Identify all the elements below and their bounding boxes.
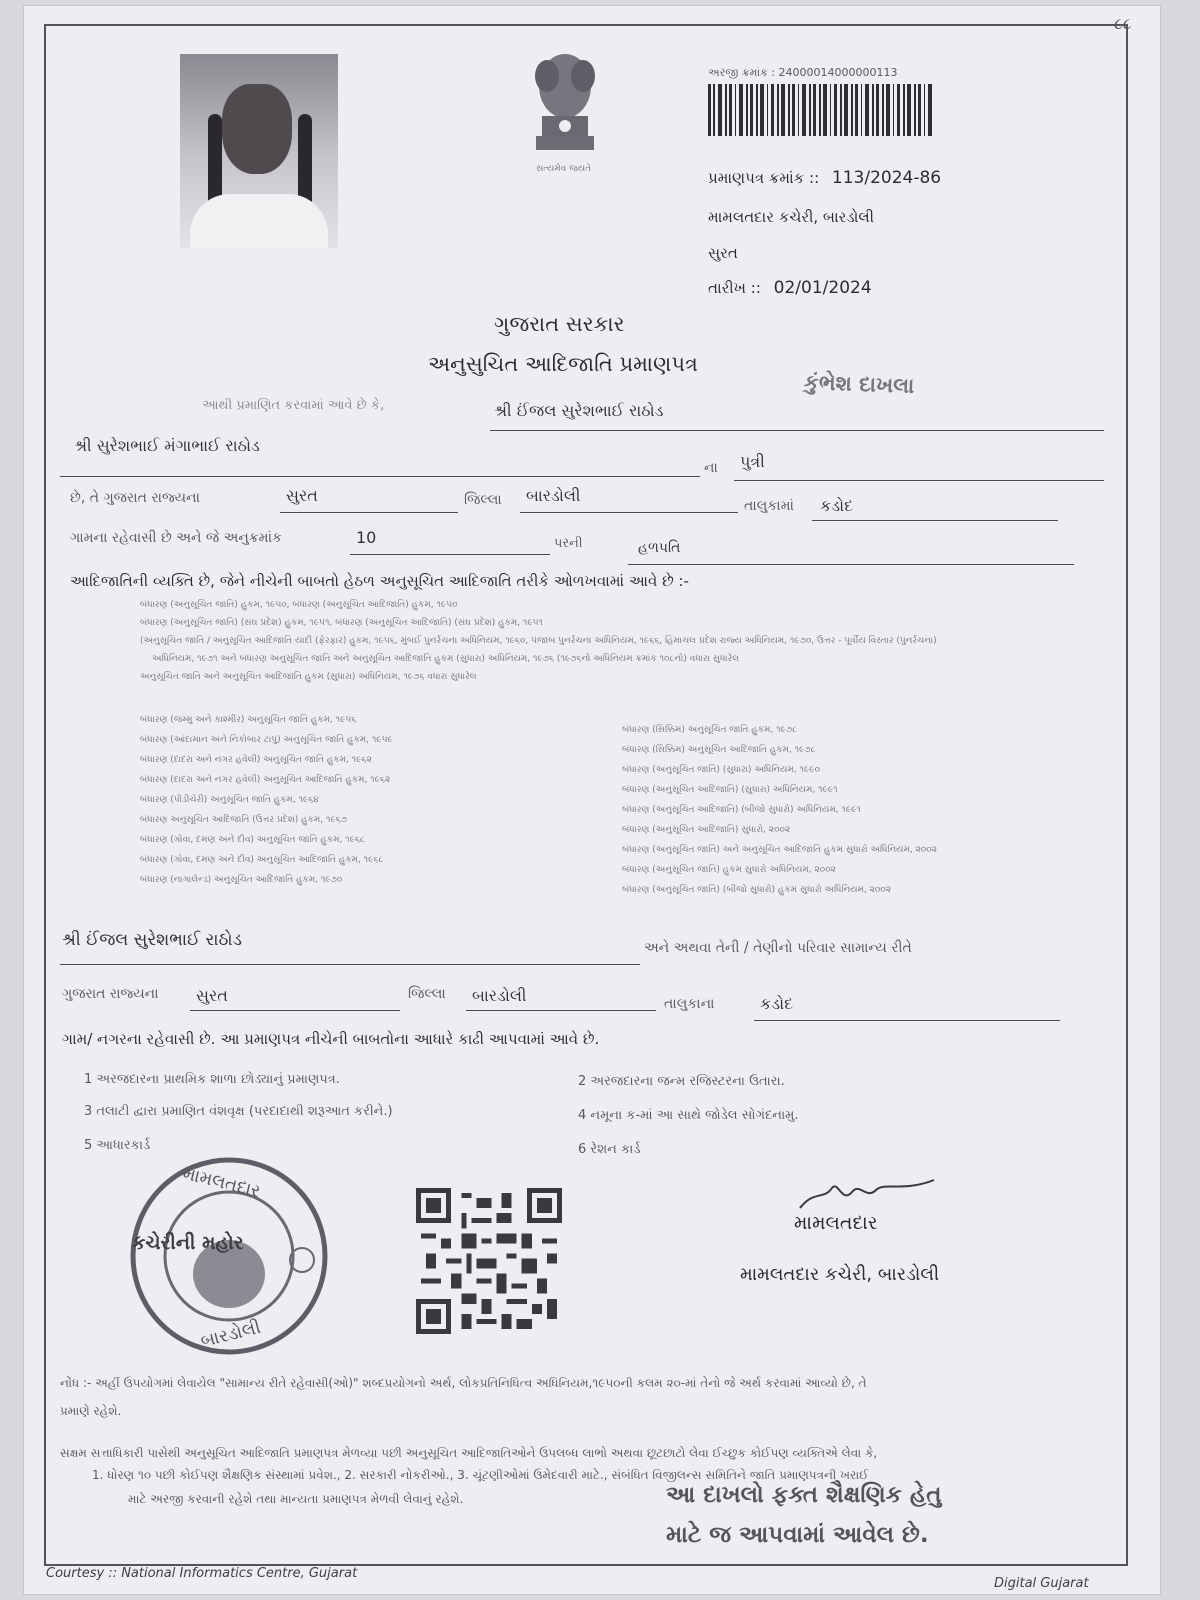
scheme-line: બંધારણ (અનુસૂચિત આદિજાતિ) (સુધારા) અધિનિયમ, ૧૯૯૧ [622, 785, 838, 795]
residence-district-label: જિલ્લા [408, 986, 446, 1002]
government-title: ગુજરાત સરકાર [494, 312, 625, 336]
residence-state-text: ગુજરાત રાજ્યના [62, 986, 159, 1002]
footer-courtesy: Courtesy :: National Informatics Centre, Gujarat [46, 1566, 358, 1581]
scheme-line: બંધારણ (સિક્કિમ) અનુસૂચિત આદિજાતિ હુકમ, ૧૯૭૮ [622, 745, 816, 755]
schemes-left [140, 710, 393, 890]
document-item: 5 આધારકાર્ડ [84, 1138, 151, 1153]
certificate-number-label: પ્રમાણપત્ર ક્રમાંક :: [708, 169, 820, 187]
scheme-line: બંધારણ (અનુસૂચિત જાતિ) અને અનુસૂચિત આદિજાતિ હુકમ સુધારો અધિનિયમ, ૨૦૦૨ [622, 845, 938, 855]
resident-name: શ્રી ઈંજલ સુરેશભાઈ રાઠોડ [62, 930, 242, 950]
scheme-line: બંધારણ (ગોવા, દમણ અને દીવ) અનુસૂચિત આદિજાતિ હુકમ, ૧૯૬૮ [140, 855, 384, 865]
scheme-line: બંધારણ (અનુસૂચિત આદિજાતિ) સુધારો, ૨૦૦૨ [622, 825, 791, 835]
scheme-line: બંધારણ (અનુસૂચિત જાતિ) હુકમ, ૧૯૫૦, બંધારણ (અનુસૂચિત આદિજાતિ) હુકમ, ૧૯૫૦ [140, 600, 458, 610]
seal-bottom-text: બારડોલી [198, 1316, 263, 1353]
village-value: કડોદ [820, 496, 854, 515]
seal-middle-text: કચેરીની મહોર [132, 1232, 244, 1254]
footer-brand: Digital Gujarat [994, 1576, 1089, 1591]
note-line: પ્રમાણે રહેશે. [60, 1404, 122, 1418]
scheme-line: બંધારણ (પોંડીચેરી) અનુસૂચિત જાતિ હુકમ, ૧૯૬૪ [140, 795, 319, 805]
per-label: પરની [554, 536, 583, 551]
na-text: ના [704, 460, 718, 476]
note-line: નોંધ :- અહીં ઉપયોગમાં લેવાયેલ "સામાન્ય રીતે રહેવાસી(ઓ)" શબ્દપ્રયોગનો અર્થ, લોકપ્રતિનિધિત્વ અધિનિયમ,૧૯૫૦ની કલમ ૨૦-માં તેનો જે અર્થ કરવામાં આવ્યો છે, તે [60, 1376, 867, 1390]
signatory-office: મામલતદાર કચેરી, બારડોલી [740, 1264, 940, 1285]
scheme-line: અનુસૂચિત જાતિ અને અનુસૂચિત આદિજાતિ હુકમ (સુધારા) અધિનિયમ, ૧૯૭૬ વધારા સુધારેલ [140, 672, 477, 682]
applicant-name: શ્રી ઈંજલ સુરેશભાઈ રાઠોડ [494, 401, 664, 420]
qr-code [416, 1186, 562, 1336]
recognized-text: આદિજાતિની વ્યક્તિ છે, જેને નીચેની બાબતો હેઠળ અનુસૂચિત આદિજાતિ તરીકે ઓળખવામાં આવે છે :- [70, 572, 689, 590]
scheme-line: બંધારણ (દાદરા અને નગર હવેલી) અનુસૂચિત આદિજાતિ હુકમ, ૧૯૬૨ [140, 775, 391, 785]
scheme-line: બંધારણ (અનુસૂચિત આદિજાતિ) (બીજો સુધારો) અધિનિયમ, ૧૯૯૧ [622, 805, 861, 815]
scheme-line: બંધારણ (ગોવા, દમણ અને દીવ) અનુસૂચિત જાતિ હુકમ, ૧૯૬૮ [140, 835, 365, 845]
emblem-motto: સત્યમેવ જયતે [536, 164, 592, 174]
scheme-line: બંધારણ (અનુસૂચિત જાતિ) (સંઘ પ્રદેશ) હુકમ, ૧૯૫૧, બંધારણ (અનુસૂચિત આદિજાતિ) (સંઘ પ્રદેશ) હુકમ, ૧૯૫૧ [140, 618, 543, 628]
document-item: 3 તલાટી દ્વારા પ્રમાણિત વંશવૃક્ષ (પરદાદાથી શરૂઆત કરીને.) [84, 1104, 393, 1119]
issuing-district: સુરત [708, 244, 738, 262]
scheme-line: બંધારણ (નાગાલેન્ડ) અનુસૂચિત આદિજાતિ હુકમ, ૧૯૭૦ [140, 875, 343, 885]
scheme-line: (અનુસૂચિત જાતિ / અનુસૂચિત આદિજાતિ યાદી (ફેરફાર) હુકમ, ૧૯૫૬, મુંબઈ પુનર્રચના અધિનિયમ, ૧૯૬૦, પંજાબ પુનર્રચના અધિનિયમ, ૧૯૬૬, હિમાચલ પ્રદેશ રાજ્ય અધિનિયમ, ૧૯૭૦, ઉત્તર - પૂર્વીય વિસ્તાર (પુનર્રચના) [140, 636, 937, 646]
certificate-paper [24, 6, 1160, 1594]
seal-top-text: મામલતદાર [180, 1162, 263, 1203]
scheme-line: બંધારણ (અનુસૂચિત જાતિ) (બીજો સુધારો) હુકમ સુધારો અધિનિયમ, ૨૦૦૨ [622, 885, 892, 895]
document-item: 1 અરજદારના પ્રાથમિક શાળા છોડ્યાનું પ્રમાણપત્ર. [84, 1072, 340, 1087]
signatory-title: મામલતદાર [794, 1212, 878, 1234]
document-item: 4 નમૂના ક-માં આ સાથે જોડેલ સોગંદનામુ. [578, 1108, 799, 1123]
scheme-line: બંધારણ (આંદામાન અને નિકોબાર ટાપુ) અનુસૂચિત જાતિ હુકમ, ૧૯૫૯ [140, 735, 393, 745]
document-title: અનુસુચિત આદિજાતિ પ્રમાણપત્ર [428, 352, 698, 376]
barcode [708, 84, 934, 136]
schemes-top [140, 596, 937, 686]
residence-taluka-label: તાલુકાના [664, 996, 715, 1012]
scheme-line: બંધારણ (અનુસૂચિત જાતિ) હુકમ સુધારો અધિનિયમ, ૨૦૦૨ [622, 865, 836, 875]
certificate-number-row [708, 168, 941, 188]
residence-village-value: કડોદ [760, 994, 794, 1013]
document-item: 2 અરજદારના જન્મ રજિસ્ટરના ઉતારા. [578, 1074, 785, 1089]
issuing-office: મામલતદાર કચેરી, બારડોલી [708, 208, 874, 226]
certificate-number: 113/2024-86 [831, 168, 942, 188]
residence-taluka-value: બારડોલી [472, 986, 527, 1005]
national-emblem-icon [522, 46, 608, 168]
serial-number: 10 [356, 528, 377, 547]
family-text: અને અથવા તેની / તેણીનો પરિવાર સામાન્ય રીતે [644, 940, 912, 956]
note-line: 1. ધોરણ ૧૦ પછી કોઈપણ શૈક્ષણિક સંસ્થામાં પ્રવેશ., 2. સરકારી નોકરીઓ., 3. ચૂંટણીઓમાં ઉમેદવારી માટે., સંબંધિત વિજીલન્સ સમિતિને જાતિ પ્રમાણપત્રની ખરાઈ [92, 1468, 869, 1482]
resident-text: ગામના રહેવાસી છે અને જે અનુક્રમાંક [70, 530, 282, 546]
tribe-name: હળપતિ [638, 540, 681, 556]
taluka-value: બારડોલી [526, 486, 581, 505]
document-item: 6 રેશન કાર્ડ [578, 1142, 641, 1157]
applicant-photo [180, 54, 338, 248]
scheme-line: બંધારણ (દાદરા અને નગર હવેલી) અનુસૂચિત જાતિ હુકમ, ૧૯૬૨ [140, 755, 372, 765]
application-number: અરજી ક્રમાંક : 24000014000000113 [708, 66, 898, 79]
corner-mark: ૮૮ [1114, 14, 1132, 33]
issue-date: 02/01/2024 [773, 278, 872, 298]
intro-text: આથી પ્રમાણિત કરવામાં આવે છે કે, [202, 398, 385, 413]
state-text: છે, તે ગુજરાત રાજ્યના [70, 490, 200, 506]
residence-district-value: સુરત [196, 986, 228, 1005]
side-stamp: કુંભેશ દાખલા [803, 370, 915, 398]
basis-text: ગામ/ નગરના રહેવાસી છે. આ પ્રમાણપત્ર નીચેની બાબતોના આધારે કાઢી આપવામાં આવે છે. [62, 1030, 600, 1048]
educational-stamp-line: આ દાખલો ફક્ત શૈક્ષણિક હેતુ [666, 1482, 942, 1508]
district-label: જિલ્લા [464, 492, 502, 508]
scheme-line: બંધારણ (સિક્કિમ) અનુસૂચિત જાતિ હુકમ, ૧૯૭૮ [622, 725, 798, 735]
issue-date-row [708, 278, 872, 298]
relation: પુત્રી [740, 452, 765, 471]
issue-date-label: તારીખ :: [708, 279, 761, 297]
note-line: સક્ષમ સત્તાધિકારી પાસેથી અનુસૂચિત આદિજાતિ પ્રમાણપત્ર મેળવ્યા પછી અનુસૂચિત આદિજાતિઓને ઉપલબ્ધ લાભો અથવા છૂટછાટો લેવા ઈચ્છુક કોઈપણ વ્યક્તિએ લેવા કે, [60, 1446, 878, 1460]
scheme-line: બંધારણ (અનુસૂચિત જાતિ) (સુધારા) અધિનિયમ, ૧૯૯૦ [622, 765, 820, 775]
note-line: માટે અરજી કરવાની રહેશે તથા માન્યતા પ્રમાણપત્ર મેળવી લેવાનું રહેશે. [128, 1492, 464, 1506]
scheme-line: બંધારણ અનુસૂચિત આદિજાતિ (ઉત્તર પ્રદેશ) હુકમ, ૧૯૬૭ [140, 815, 347, 825]
schemes-right [622, 720, 937, 900]
educational-stamp-line: માટે જ આપવામાં આવેલ છે. [666, 1522, 929, 1548]
district-value: સુરત [286, 486, 318, 505]
father-name: શ્રી સુરેશભાઈ મંગાભાઈ રાઠોડ [74, 436, 260, 455]
scheme-line: બંધારણ (જમ્મુ અને કાશ્મીર) અનુસૂચિત જાતિ હુકમ, ૧૯૫૬ [140, 715, 357, 725]
scheme-line: અધિનિયમ, ૧૯૭૧ અને બંધારણ અનુસૂચિત જાતિ અને અનુસૂચિત આદિજાતિ હુકમ (સુધારા) અધિનિયમ, ૧૯૭૬ (૧૯૭૬નો અધિનિયમ ક્રમાંક ૧૦૮નો) વધારા સુધારેલ [152, 654, 740, 664]
taluka-label: તાલુકામાં [744, 498, 794, 514]
